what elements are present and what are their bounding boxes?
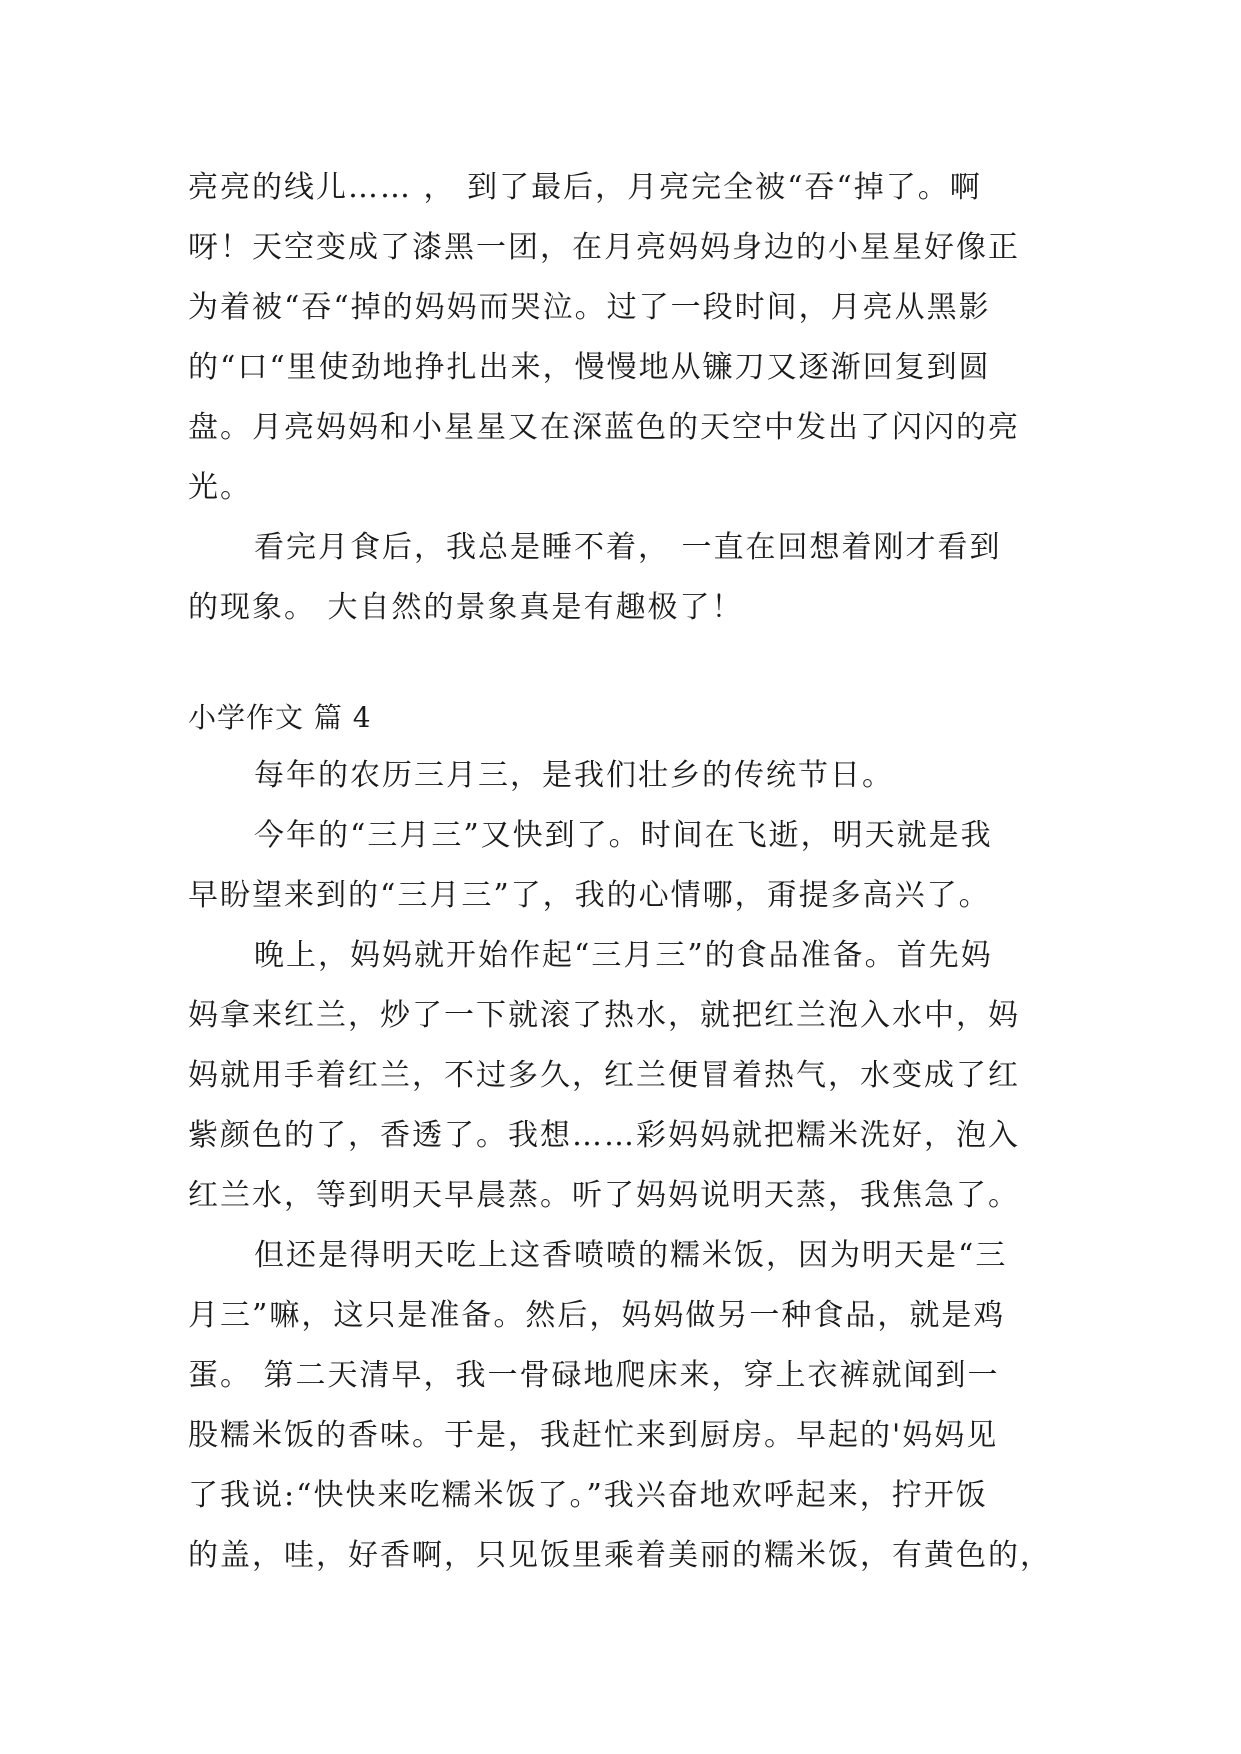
- text-line: 蛋。 第二天清早，我一骨碌地爬床来，穿上衣裤就闻到一: [188, 1358, 1000, 1393]
- text-line: 今年的“三月三”又快到了。时间在飞逝，明天就是我: [254, 818, 993, 853]
- text-line: 红兰水，等到明天早晨蒸。听了妈妈说明天蒸，我焦急了。: [188, 1178, 1020, 1213]
- text-line: 光。: [188, 470, 252, 505]
- text-line: 妈拿来红兰，炒了一下就滚了热水，就把红兰泡入水中，妈: [188, 998, 1020, 1033]
- text-line: 但还是得明天吃上这香喷喷的糯米饭，因为明天是“三: [254, 1238, 1008, 1273]
- text-line: 的现象。 大自然的景象真是有趣极了！: [188, 590, 744, 625]
- text-line: 早盼望来到的“三月三”了，我的心情哪，甭提多高兴了。: [188, 878, 991, 913]
- section-title: 小学作文 篇 4: [188, 701, 372, 734]
- text-line: 股糯米饭的香味。于是，我赶忙来到厨房。早起的'妈妈见: [188, 1418, 999, 1453]
- text-line: 呀！天空变成了漆黑一团，在月亮妈妈身边的小星星好像正: [188, 230, 1020, 265]
- text-line: 紫颜色的了，香透了。我想……彩妈妈就把糯米洗好，泡入: [188, 1118, 1020, 1153]
- text-line: 的“口“里使劲地挣扎出来，慢慢地从镰刀又逐渐回复到圆: [188, 350, 991, 385]
- text-line: 为着被“吞“掉的妈妈而哭泣。过了一段时间，月亮从黑影: [188, 290, 991, 325]
- text-line: 月三”嘛，这只是准备。然后，妈妈做另一种食品，就是鸡: [188, 1298, 1006, 1333]
- text-line: 看完月食后，我总是睡不着， 一直在回想着刚才看到: [254, 530, 1002, 565]
- text-line: 妈就用手着红兰，不过多久，红兰便冒着热气，水变成了红: [188, 1058, 1020, 1093]
- text-line: 晚上，妈妈就开始作起“三月三”的食品准备。首先妈: [254, 938, 993, 973]
- text-line: 了我说:“快快来吃糯米饭了。”我兴奋地欢呼起来，拧开饭: [188, 1478, 988, 1513]
- text-line: 盘。月亮妈妈和小星星又在深蓝色的天空中发出了闪闪的亮: [188, 410, 1020, 445]
- text-line: 亮亮的线儿…… ， 到了最后，月亮完全被“吞“掉了。啊: [188, 170, 982, 205]
- text-line: 的盖，哇，好香啊，只见饭里乘着美丽的糯米饭，有黄色的，: [188, 1538, 1052, 1573]
- text-line: 每年的农历三月三，是我们壮乡的传统节日。: [254, 758, 894, 793]
